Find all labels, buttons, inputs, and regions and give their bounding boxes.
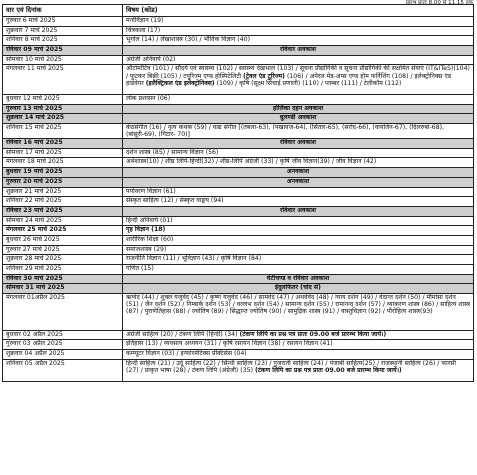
holiday-row bbox=[3, 139, 474, 149]
subject-text: रविवार अवकाश bbox=[279, 206, 317, 214]
row-date: शुक्रवार 28 मार्च 2025 bbox=[3, 255, 123, 265]
row-subject bbox=[123, 177, 474, 187]
table-row bbox=[3, 265, 474, 275]
row-date: रविवार 09 मार्च 2025 bbox=[3, 46, 123, 56]
subject-text: पर्यावरण विज्ञान (61) bbox=[126, 187, 176, 195]
subject-text: कंठसंगीत (16) / नृत्य कथक (59) / वाद्य संगीत [(तबला-63), (पखावज-64), (सितार-65), (सरोद-66), (वायलिन-67), (दिलरुबा-68), (बांसुरी-69), (गिटार- 70)] bbox=[126, 123, 444, 138]
table-row bbox=[3, 197, 474, 207]
subject-text: हिन्दी अनिवार्य (01) bbox=[126, 216, 173, 224]
row-subject bbox=[123, 168, 474, 178]
table-row bbox=[3, 55, 474, 65]
subject-note-bold: (टंकण लिपि का प्रश्न पत्र प्रातः 09.00 बजे प्रारम्भ किया जायें।) bbox=[239, 330, 387, 338]
subject-note-bold: (टंकण लिपि का प्रश्न पत्र प्रातः 09.00 बजे प्रारम्भ किया जायें।) bbox=[254, 366, 402, 374]
row-date: शनिवार 05 अप्रैल 2025 bbox=[3, 359, 123, 381]
table-row bbox=[3, 17, 474, 27]
table-row bbox=[3, 340, 474, 350]
row-date: बुधवार 02 अप्रैल 2025 bbox=[3, 330, 123, 340]
row-subject bbox=[123, 206, 474, 216]
row-subject bbox=[123, 359, 474, 381]
table-row bbox=[3, 148, 474, 158]
row-date: गुरुवार 20 मार्च 2025 bbox=[3, 177, 123, 187]
table-body bbox=[3, 17, 474, 382]
subject-note-bold: (ट्रेवल एंड टूरिज्म) bbox=[243, 72, 285, 80]
subject-text: रविवार अवकाश bbox=[279, 46, 317, 54]
column-header-subject: विषय (कोड) bbox=[123, 5, 474, 17]
subject-text: भूगोल (14) / लेखाशास्त्र (30) / भौतिक विज्ञान (40) bbox=[126, 36, 251, 44]
table-row bbox=[3, 123, 474, 138]
table-row bbox=[3, 158, 474, 168]
row-subject bbox=[123, 265, 474, 275]
subject-text: कम्प्यूटर विज्ञान (03) / इन्फोरमेटिक्स प्रेक्टिसेस (04) bbox=[126, 349, 247, 357]
row-subject bbox=[123, 340, 474, 350]
row-subject bbox=[123, 26, 474, 36]
table-row bbox=[3, 216, 474, 226]
row-date: बुधवार 26 मार्च 2025 bbox=[3, 235, 123, 245]
subject-text: ईदुलफितर (चांद से) bbox=[275, 284, 321, 292]
table-row bbox=[3, 359, 474, 381]
row-date: सोमवार 17 मार्च 2025 bbox=[3, 148, 123, 158]
row-date: मंगलवार 01अप्रैल 2025 bbox=[3, 294, 123, 331]
holiday-row bbox=[3, 206, 474, 216]
subject-text: (109) / कृषि (सूक्ष्म सिंचाई प्रणाली) (110) / प्लम्बर (111) / टेलीकॉम (112) bbox=[216, 79, 402, 87]
row-date: गुरुवार 03 अप्रैल 2025 bbox=[3, 340, 123, 350]
subject-text: अंग्रेजी अनिवार्य (02) bbox=[126, 55, 176, 63]
subject-text: लोक प्रशासन (06) bbox=[126, 94, 171, 102]
table-row bbox=[3, 330, 474, 340]
row-subject bbox=[123, 94, 474, 104]
row-subject bbox=[123, 139, 474, 149]
table-row bbox=[3, 294, 474, 331]
row-date: गुरुवार 13 मार्च 2025 bbox=[3, 104, 123, 114]
row-subject bbox=[123, 65, 474, 94]
table-row bbox=[3, 36, 474, 46]
subject-text: होलिका दहन अवकाश bbox=[272, 104, 324, 112]
holiday-row bbox=[3, 104, 474, 114]
row-date: सोमवार 10 मार्च 2025 bbox=[3, 55, 123, 65]
subject-text: ऑटोमोटिव (101) / सौंदर्य एवं स्वास्थ्य (102) / स्वास्थ्य देखभाल (103) / सूचना प्रौद्योगिकी व सूचना प्रौद्योगिकी की सक्षमित सेवाएं (IT&ITeS)(104) / फुटकर बिक्री (105) / टयूरिज्म एण्ड होस्पिटेलिटी bbox=[126, 65, 470, 80]
row-subject bbox=[123, 216, 474, 226]
row-subject bbox=[123, 294, 474, 331]
table-row bbox=[3, 255, 474, 265]
table-row bbox=[3, 226, 474, 236]
row-date: गुरुवार 27 मार्च 2025 bbox=[3, 245, 123, 255]
subject-text: गणित (15) bbox=[126, 265, 154, 273]
holiday-row bbox=[3, 114, 474, 124]
subject-text: अर्थशास्त्र(10) / शीघ्र लिपि-हिन्दी(32) / शीघ्र-लिपि अंग्रेजी (33) / कृषि जीव विज्ञान(39) / जीव विज्ञान (42) bbox=[126, 158, 377, 166]
subject-text: राजनीति विज्ञान (11) / भूविज्ञान (43) / कृषि विज्ञान (84) bbox=[126, 255, 262, 263]
row-subject bbox=[123, 17, 474, 27]
subject-text: (106) / अपेरल मेड-अप्स एण्ड होम फर्निशिंग (108) / इलेक्ट्रोनिक्स एंड हार्डवेयर bbox=[126, 72, 452, 87]
subject-text: धुलण्डी अवकाश bbox=[279, 114, 317, 122]
row-date: रविवार 30 मार्च 2025 bbox=[3, 274, 123, 284]
subject-text: अनवकाश bbox=[286, 168, 310, 176]
subject-text: शारीरिक शिक्षा (60) bbox=[126, 235, 174, 243]
row-subject bbox=[123, 226, 474, 236]
row-date: शुक्रवार 7 मार्च 2025 bbox=[3, 26, 123, 36]
row-date: रविवार 23 मार्च 2025 bbox=[3, 206, 123, 216]
table-row bbox=[3, 245, 474, 255]
row-subject bbox=[123, 330, 474, 340]
row-subject bbox=[123, 245, 474, 255]
subject-text: अनवकाश bbox=[286, 177, 310, 185]
row-date: शनिवार 8 मार्च 2025 bbox=[3, 36, 123, 46]
subject-text: समाजशास्त्र (29) bbox=[126, 245, 167, 253]
row-date: गुरुवार 6 मार्च 2025 bbox=[3, 17, 123, 27]
row-subject bbox=[123, 274, 474, 284]
exam-schedule-table bbox=[2, 4, 474, 382]
subject-text: इतिहास (13) / व्यवसाय अध्ययन (31) / कृषि रसायन विज्ञान (38) / रसायन विज्ञान (41) bbox=[126, 340, 333, 348]
table-row bbox=[3, 235, 474, 245]
row-subject bbox=[123, 123, 474, 138]
subject-text: ऋग्वेद (44) / शुक्ल यजुर्वेद (45) / कृष्ण यजुर्वेद (46) / सामवेद (47) / अथर्ववेद (48) / न्याय दर्शन (49) / वेदान्त दर्शन (50) / मीमांसा दर्शन (51) / जैन दर्शन (52) / निम्बार्क दर्शन (53) / वल्लभ दर्शन (54) / सामान्य दर्शन (55) / रामानन्द दर्शन (57) / व्याकरण शास्त्र (86) / साहित्य शास्त्र (87) / पुराणेतिहास (88) / ज्योतिष (89) / सिद्धान्त ज्योतिष (90) / सामुद्रिक शास्त्र (91) / वास्तुविज्ञान (92) / पौरोहित्य शास्त्र(93) bbox=[126, 294, 470, 316]
holiday-row bbox=[3, 284, 474, 294]
holiday-row bbox=[3, 274, 474, 284]
row-subject bbox=[123, 158, 474, 168]
row-date: बुधवार 19 मार्च 2025 bbox=[3, 168, 123, 178]
subject-text: घेटीचण्ड व रविवार अवकाश bbox=[266, 274, 330, 282]
row-date: रविवार 16 मार्च 2025 bbox=[3, 139, 123, 149]
table-row bbox=[3, 26, 474, 36]
subject-text: दर्शन शास्त्र (85) / सामान्य विज्ञान (56) bbox=[126, 148, 219, 156]
row-subject bbox=[123, 114, 474, 124]
row-date: शुक्रवार 04 अप्रैल 2025 bbox=[3, 349, 123, 359]
subject-text: संस्कृत साहित्य (12) / संस्कृत वाङ्मय (94) bbox=[126, 197, 224, 205]
table-row bbox=[3, 65, 474, 94]
row-date: मंगलवार 11 मार्च 2025 bbox=[3, 65, 123, 94]
row-date: बुधवार 12 मार्च 2025 bbox=[3, 94, 123, 104]
table-row bbox=[3, 94, 474, 104]
row-date: शनिवार 29 मार्च 2025 bbox=[3, 265, 123, 275]
subject-note-bold: (इलैक्ट्रिकल एंड इलेक्ट्रोनिक्स) bbox=[145, 79, 215, 87]
subject-text: चित्रकला (17) bbox=[126, 26, 161, 34]
table-row bbox=[3, 349, 474, 359]
row-date: मंगलवार 18 मार्च 2025 bbox=[3, 158, 123, 168]
row-subject bbox=[123, 36, 474, 46]
table-header-row bbox=[3, 5, 474, 17]
header-note: प्रारंभ प्रातः 8.00 से 11.15 तक bbox=[405, 0, 473, 6]
row-subject bbox=[123, 104, 474, 114]
column-header-date: वार एवं दिनांक bbox=[3, 5, 123, 17]
holiday-row bbox=[3, 46, 474, 56]
row-subject bbox=[123, 187, 474, 197]
row-subject bbox=[123, 284, 474, 294]
row-subject bbox=[123, 255, 474, 265]
row-date: शनिवार 15 मार्च 2025 bbox=[3, 123, 123, 138]
table-row bbox=[3, 187, 474, 197]
row-subject bbox=[123, 46, 474, 56]
holiday-row bbox=[3, 177, 474, 187]
subject-text: गृह विज्ञान (18) bbox=[126, 226, 166, 234]
row-subject bbox=[123, 197, 474, 207]
row-date: शनिवार 22 मार्च 2025 bbox=[3, 197, 123, 207]
subject-text: रविवार अवकाश bbox=[279, 139, 317, 147]
row-date: शुक्रवार 21 मार्च 2025 bbox=[3, 187, 123, 197]
row-date: सोमवार 31 मार्च 2025 bbox=[3, 284, 123, 294]
row-subject bbox=[123, 55, 474, 65]
subject-text: मनोविज्ञान (19) bbox=[126, 17, 164, 24]
row-subject bbox=[123, 349, 474, 359]
row-date: सोमवार 24 मार्च 2025 bbox=[3, 216, 123, 226]
row-subject bbox=[123, 235, 474, 245]
row-subject bbox=[123, 148, 474, 158]
subject-text: अंग्रेजी साहित्य (20) / टंकण लिपि (हिन्दी) (34) bbox=[126, 330, 238, 338]
subject-text: हिन्दी साहित्य (21) / उर्दू साहित्य (22) / सिन्धी साहित्य (23) / गुजराती साहित्य (24) / पंजाबी साहित्य(25) / राजस्थानी साहित्य (26) / फारसी (27) / प्राकृत भाषा (28) / टंकण लिपि (अंग्रेजी) (35) bbox=[126, 359, 457, 374]
row-date: मंगलवार 25 मार्च 2025 bbox=[3, 226, 123, 236]
row-date: शुक्रवार 14 मार्च 2025 bbox=[3, 114, 123, 124]
holiday-row bbox=[3, 168, 474, 178]
